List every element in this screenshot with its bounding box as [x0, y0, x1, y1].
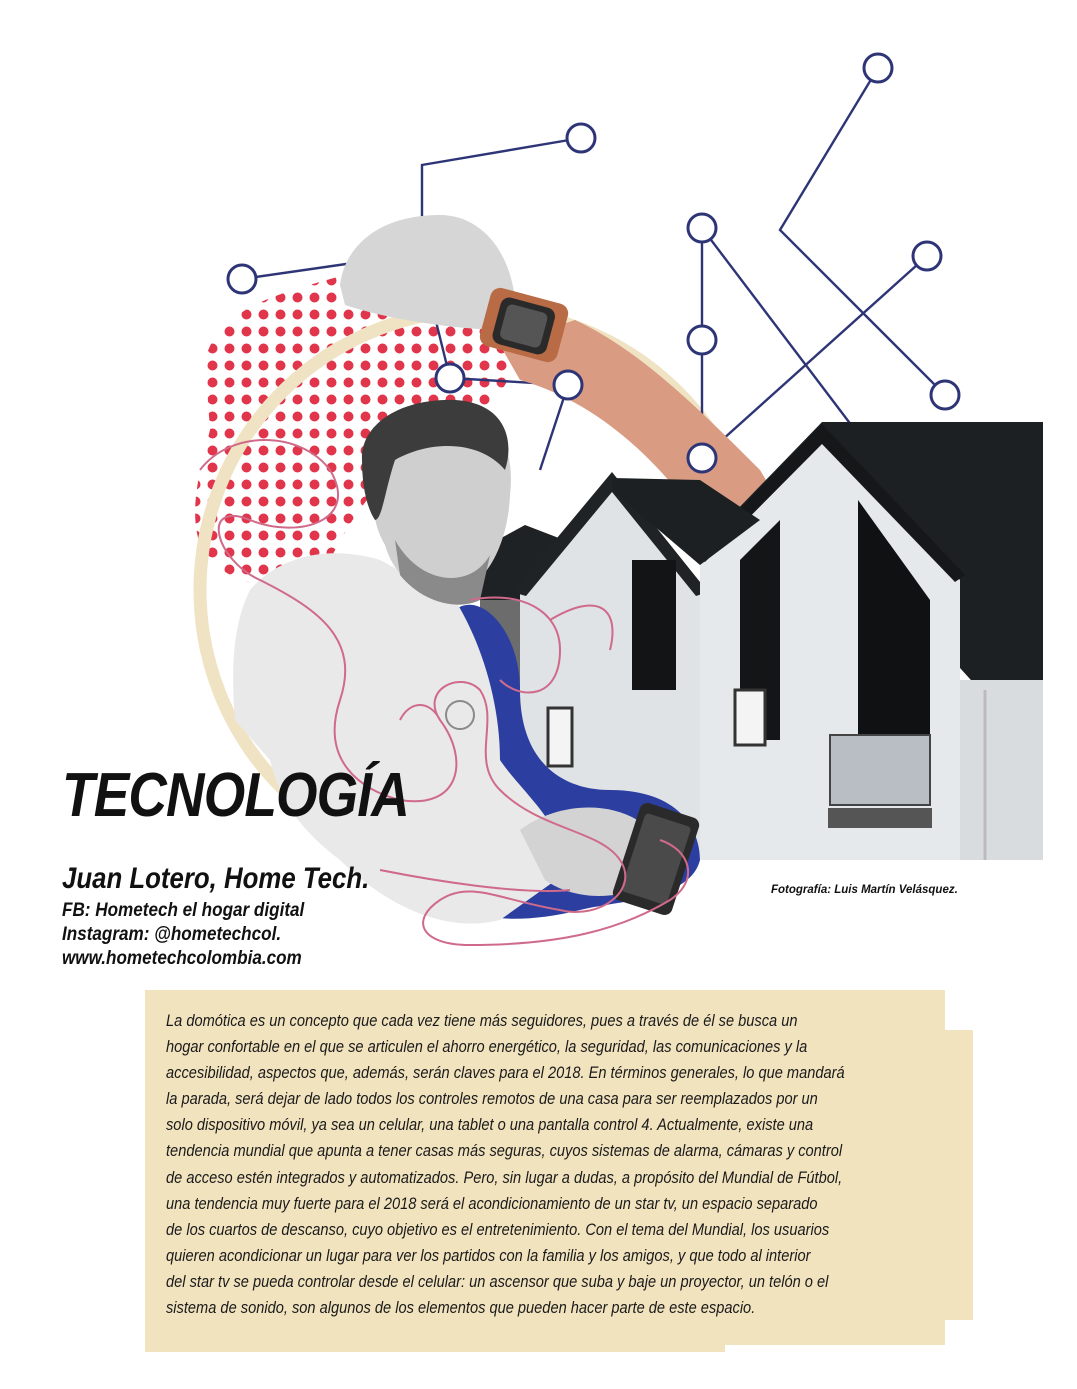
article-line: accesibilidad, aspectos que, además, serán claves para el 2018. En términos generales, lo que mandará — [166, 1063, 845, 1083]
article-line: de acceso estén integrados y automatizados. Pero, sin lugar a dudas, a propósito del Mundial de Fútbol, — [166, 1167, 843, 1187]
photo-credit: Fotografía: Luis Martín Velásquez. — [771, 884, 958, 896]
article-line: de los cuartos de descanso, cuyo objetivo es el entretenimiento. Con el tema del Mundial, los usuarios — [166, 1219, 830, 1239]
article-line: quieren acondicionar un lugar para ver los partidos con la familia y los amigos, y que todo al interior — [166, 1245, 811, 1265]
article-line: hogar confortable en el que se articulen el ahorro energético, la seguridad, las comunicaciones y la — [166, 1037, 808, 1057]
contact-facebook: FB: Hometech el hogar digital — [62, 900, 305, 921]
article-body — [166, 1008, 956, 1321]
article-line: la parada, será dejar de lado todos los controles remotos de una casa para ser reemplazados por un — [166, 1089, 818, 1109]
article-line: una tendencia muy fuerte para el 2018 será el acondicionamiento de un star tv, un espacio separado — [166, 1193, 818, 1213]
article-line: La domótica es un concepto que cada vez tiene más seguidores, pues a través de él se busca un — [166, 1011, 798, 1030]
author-byline: Juan Lotero, Home Tech. — [62, 862, 370, 895]
section-title: TECNOLOGÍA — [62, 761, 409, 830]
article-line: tendencia mundial que apunta a tener casas más seguras, cuyos sistemas de alarma, cámaras y control — [166, 1141, 843, 1161]
article-line: sistema de sonido, son algunos de los elementos que pueden hacer parte de este espacio. — [166, 1298, 756, 1318]
article-line: del star tv se pueda controlar desde el celular: un ascensor que suba y baje un proyector, un telón o el — [166, 1271, 829, 1291]
article-line: solo dispositivo móvil, ya sea un celular, una tablet o una pantalla control 4. Actualmente, existe una — [166, 1115, 814, 1135]
contact-instagram: Instagram: @hometechcol. — [62, 924, 282, 945]
contact-website: www.hometechcolombia.com — [62, 948, 302, 969]
